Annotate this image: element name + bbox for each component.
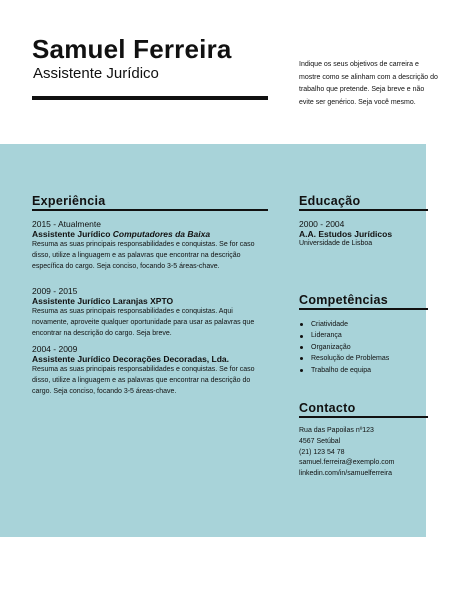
experience-period: 2015 - Atualmente — [32, 219, 101, 229]
experience-title — [32, 354, 268, 364]
contact-address: Rua das Papoilas nº123 — [299, 427, 374, 434]
skill-item: Resolução de Problemas — [299, 353, 389, 364]
experience-divider — [32, 209, 268, 211]
candidate-name: Samuel Ferreira — [32, 34, 232, 64]
experience-description: Resuma as suas principais responsabilidades e conquistas. Se for caso disso, utilize a linguagem e as palavras que encontrar na descrição específica do cargo. Seja conciso, focando 3-5 áreas-chave. — [32, 241, 255, 270]
education-period: 2000 - 2004 — [299, 219, 345, 229]
candidate-role: Assistente Jurídico — [33, 65, 159, 82]
experience-item — [32, 344, 268, 397]
experience-period: 2004 - 2009 — [32, 344, 78, 354]
contact-phone: (21) 123 54 78 — [299, 448, 345, 456]
skills-divider — [299, 308, 428, 310]
experience-period: 2009 - 2015 — [32, 286, 78, 296]
skill-item: Organização — [299, 342, 389, 353]
skills-heading: Competências — [299, 293, 389, 307]
education-divider — [299, 209, 428, 211]
experience-role: Assistente Jurídico — [32, 354, 113, 364]
experience-description: Resuma as suas principais responsabilidades e conquistas. Aqui novamente, aproveite qualquer oportunidade para usar as palavras que encontrar na descrição do cargo. Seja breve. — [32, 308, 255, 337]
contact-divider — [299, 416, 428, 418]
career-objective: Indique os seus objetivos de carreira e mostre como se alinham com a descrição do trabalho que pretende. Seja breve e não evite ser genérico. Seja você mesmo. — [299, 61, 438, 106]
contact-linkedin: linkedin.com/in/samuelferreira — [299, 470, 392, 478]
experience-company: Laranjas XPTO — [112, 296, 174, 306]
contact-postcode: 4567 Setúbal — [299, 437, 341, 445]
skill-item: Criatividade — [299, 319, 389, 330]
experience-role: Assistente Jurídico — [32, 229, 113, 239]
experience-heading: Experiência — [32, 194, 106, 208]
experience-title — [32, 296, 268, 306]
header-divider — [32, 96, 268, 100]
experience-item — [32, 286, 268, 339]
experience-title — [32, 229, 268, 239]
experience-role: Assistente Jurídico — [32, 296, 113, 306]
experience-description: Resuma as suas principais responsabilidades e conquistas. Se for caso disso, utilize a linguagem e as palavras que encontrar na descrição do cargo. Seja conciso, focando 3-5 áreas-chave. — [32, 366, 255, 395]
education-school: Universidade de Lisboa — [299, 240, 373, 247]
education-item — [299, 219, 429, 249]
contact-heading: Contacto — [299, 401, 356, 415]
skill-item: Trabalho de equipa — [299, 365, 389, 376]
experience-item — [32, 219, 268, 272]
education-degree: A.A. Estudos Jurídicos — [299, 229, 393, 239]
contact-email: samuel.ferreira@exemplo.com — [299, 459, 395, 467]
education-heading: Educação — [299, 194, 361, 208]
contact-details — [299, 426, 429, 480]
experience-company: Decorações Decoradas, Lda. — [112, 354, 230, 364]
skills-list — [299, 319, 389, 376]
experience-company: Computadores da Baixa — [112, 229, 211, 239]
skill-item: Liderança — [299, 330, 389, 341]
